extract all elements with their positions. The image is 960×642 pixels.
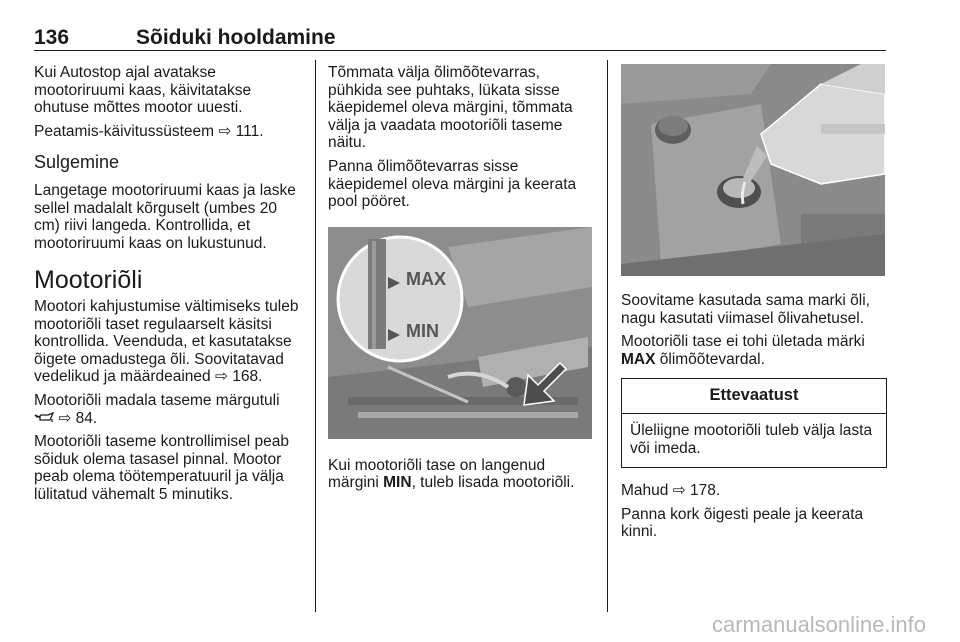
- autostop-paragraph: Kui Autostop ajal avatakse mootoriruumi kaas, käivitatakse ohutuse mõttes mootor uuesti.: [34, 64, 252, 117]
- page-ref-arrow-icon: ⇨: [218, 122, 232, 140]
- page-title: Sõiduki hooldamine: [136, 26, 336, 49]
- column-divider: [607, 60, 608, 612]
- caution-title: Ettevaatust: [622, 379, 886, 414]
- column-3: [621, 64, 887, 547]
- page-ref-link[interactable]: 111.: [235, 122, 264, 140]
- oil-filling-figure: [621, 64, 885, 276]
- dipstick-figure: [328, 227, 592, 439]
- watermark: carmanualsonline.info: [711, 612, 926, 637]
- same-oil-paragraph: Soovitame kasutada sama marki õli, nagu kasutati viimasel õlivahetusel.: [621, 292, 870, 327]
- column-divider: [315, 60, 316, 612]
- capacities-paragraph: Mahud ⇨ 178.: [621, 482, 721, 500]
- oil-level-conditions-paragraph: Mootoriõli taseme kontrollimisel peab sõiduk olema tasasel pinnal. Mootor peab olema töötemperatuuril ja välja lülitatud vähemalt 5 minutiks.: [34, 433, 290, 503]
- figure-min-label: MIN: [406, 320, 439, 341]
- page-number: 136: [34, 26, 70, 49]
- stop-start-paragraph: Peatamis-käivitussüsteem ⇨ 111.: [34, 122, 264, 140]
- oil-warning-light-paragraph: Mootoriõli madala taseme märgutuli ⇨ 84.: [34, 391, 280, 427]
- page-ref-arrow-icon: ⇨: [672, 482, 686, 500]
- oil-check-paragraph: Mootori kahjustumise vältimiseks tuleb mootoriõli taset regulaarselt käsitsi kontrollida. Veenduda, et kasutatakse õigete omadustega õli. Soovitatavad vedelikud ja määrdeained ⇨ 168.: [34, 297, 299, 386]
- column-2: [328, 64, 594, 498]
- page-ref-link[interactable]: 84.: [75, 409, 98, 427]
- page-ref-link[interactable]: 168.: [232, 368, 263, 386]
- max-level-paragraph: Mootoriõli tase ei tohi ületada märki MAX õlimõõtevardal.: [621, 333, 865, 368]
- min-level-paragraph: Kui mootoriõli tase on langenud märgini MIN, tuleb lisada mootoriõli.: [328, 456, 575, 492]
- caution-body: Üleliigne mootoriõli tuleb välja lasta või imeda.: [630, 421, 873, 457]
- oil-can-icon: [34, 410, 58, 427]
- page-ref-arrow-icon: ⇨: [214, 368, 228, 386]
- cap-paragraph: Panna kork õigesti peale ja keerata kinni.: [621, 505, 864, 541]
- page-ref-arrow-icon: ⇨: [58, 409, 72, 427]
- figure-max-label: MAX: [406, 268, 446, 289]
- column-1: [34, 64, 302, 509]
- dipstick-insert-paragraph: Panna õlimõõtevarras sisse käepidemel oleva märgini ja keerata pool pööret.: [328, 157, 577, 211]
- dipstick-pull-paragraph: Tõmmata välja õlimõõtevarras, pühkida see puhtaks, lükata sisse käepidemel oleva märgini, tõmmata välja ja vaadata mootoriõli taseme näitu.: [328, 64, 573, 152]
- closing-paragraph: Langetage mootoriruumi kaas ja laske sellel madalalt kõrguselt (umbes 20 cm) riivi langeda. Kontrollida, et mootoriruumi kaas on lukustunud.: [34, 181, 296, 252]
- page-ref-link[interactable]: 178.: [690, 482, 721, 500]
- page-header: [34, 26, 886, 51]
- section-heading-engine-oil: Mootoriõli: [34, 266, 143, 295]
- section-heading-closing: Sulgemine: [34, 152, 120, 173]
- caution-box: [621, 378, 887, 468]
